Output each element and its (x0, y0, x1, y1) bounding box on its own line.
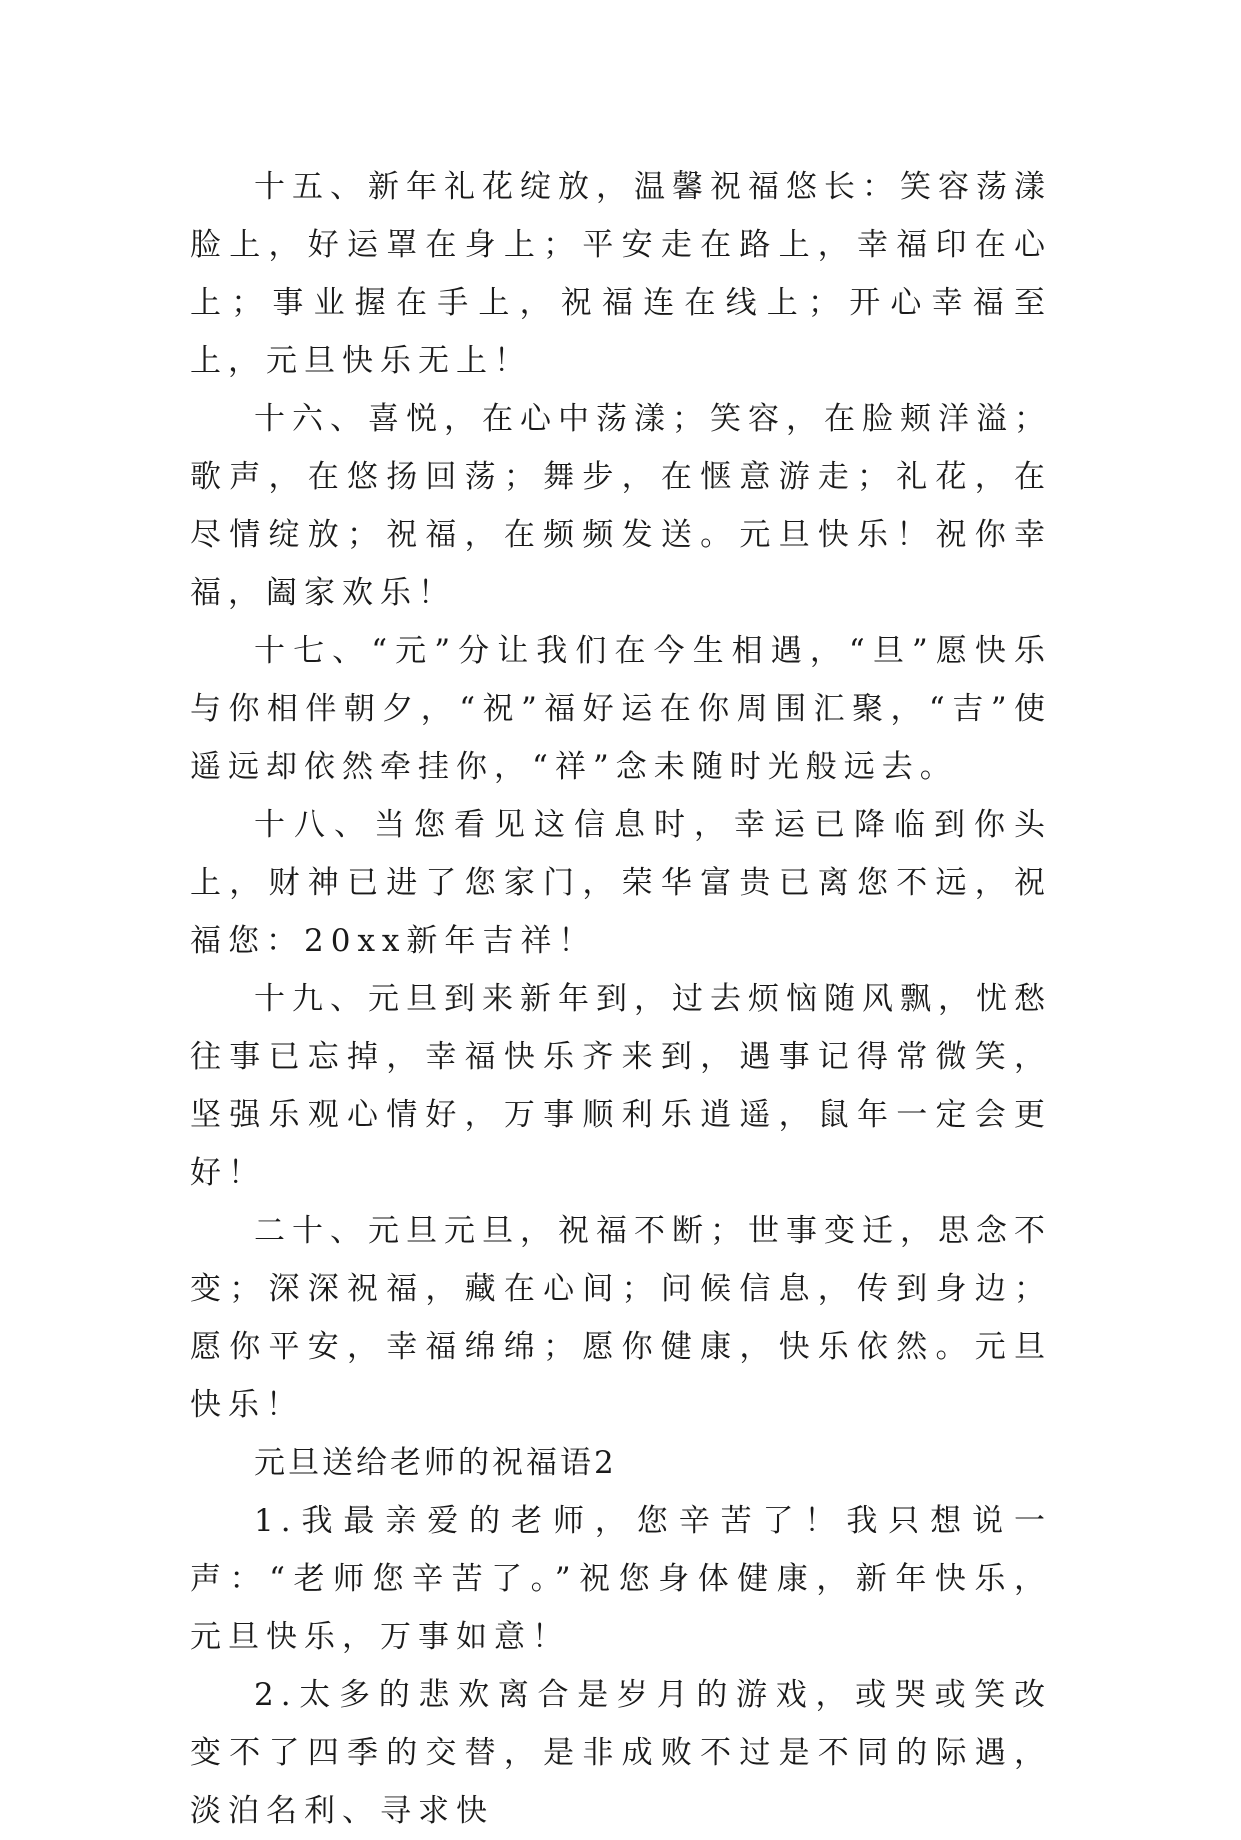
paragraph-18: 十八、当您看见这信息时，幸运已降临到你头上，财神已进了您家门，荣华富贵已离您不远，祝福您：20xx新年吉祥！ (190, 807, 1052, 959)
paragraph-20: 二十、元旦元旦，祝福不断；世事变迁，思念不变；深深祝福，藏在心间；问候信息，传到身边；愿你平安，幸福绵绵；愿你健康，快乐依然。元旦快乐！ (190, 1213, 1052, 1423)
paragraph-16: 十六、喜悦，在心中荡漾；笑容，在脸颊洋溢；歌声，在悠扬回荡；舞步，在惬意游走；礼花，在尽情绽放；祝福，在频频发送。元旦快乐！祝你幸福，阖家欢乐！ (190, 401, 1052, 611)
paragraph-19: 十九、元旦到来新年到，过去烦恼随风飘，忧愁往事已忘掉，幸福快乐齐来到，遇事记得常微笑，坚强乐观心情好，万事顺利乐逍遥，鼠年一定会更好！ (190, 981, 1052, 1191)
teacher-wish-2: 2.太多的悲欢离合是岁月的游戏，或哭或笑改变不了四季的交替，是非成败不过是不同的际遇，淡泊名利、寻求快 (190, 1677, 1052, 1829)
document-body (190, 158, 1052, 1840)
teacher-wish-1: 1.我最亲爱的老师，您辛苦了！我只想说一声：“老师您辛苦了。”祝您身体健康，新年快乐，元旦快乐，万事如意！ (190, 1503, 1052, 1655)
section-title: 元旦送给老师的祝福语2 (254, 1445, 617, 1481)
paragraph-15: 十五、新年礼花绽放，温馨祝福悠长：笑容荡漾脸上，好运罩在身上；平安走在路上，幸福印在心上；事业握在手上，祝福连在线上；开心幸福至上，元旦快乐无上！ (190, 169, 1052, 379)
paragraph-17: 十七、“元”分让我们在今生相遇，“旦”愿快乐与你相伴朝夕，“祝”福好运在你周围汇聚，“吉”使遥远却依然牵挂你，“祥”念未随时光般远去。 (190, 633, 1052, 785)
